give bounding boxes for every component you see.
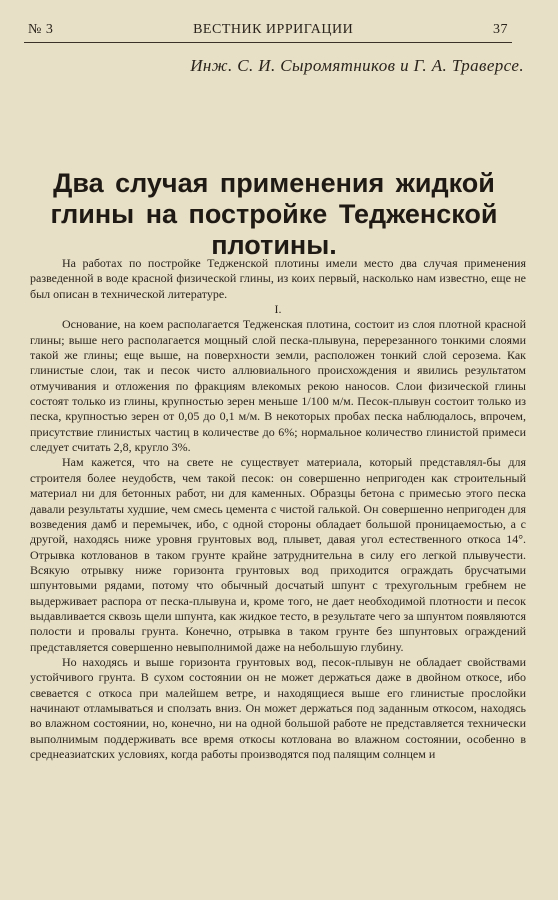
article-body <box>30 256 526 762</box>
issue-number: № 3 <box>28 22 54 37</box>
section-number: I. <box>274 302 282 317</box>
intro-paragraph: На работах по постройке Тедженской плотины имели место два случая применения разведенной в воде красной физической глины, из коих первый, насколько нам известно, еще не был описан в технической литературе. <box>30 256 526 301</box>
body-paragraph: Но находясь и выше горизонта грунтовых вод, песок-плывун не обладает свойствами устойчивого грунта. В сухом состоянии он не может держаться даже в двойном откосе, ибо свевается с откоса при малейшем ветре, и находящиеся выше его глинистые прослойки начинают отламываться и сползать вниз. Он может держаться под заданным откосом, находясь во влажном состоянии, но, конечно, ни на одной большой работе не представляется технически выполнимым поддерживать все время откосы котлована во влажном состоянии, особенно в среднеазиатских условиях, когда работы производятся под палящим солнцем и <box>30 654 526 761</box>
header-rule <box>24 42 512 43</box>
article-authors: Инж. С. И. Сыромятников и Г. А. Траверсе. <box>190 56 524 75</box>
page-number: 37 <box>492 22 508 37</box>
body-paragraph: Нам кажется, что на свете не существует материала, который представлял-бы для строителя более неудобств, чем такой песок: он совершенно непригоден как строительный материал ни для бетонных работ, ни для каменных. Образцы бетона с примесью этого песка давали результаты худшие, чем смесь цемента с чистой галькой. Он совершенно непригоден для возведения дамб и перемычек, ибо, с одной стороны обладает большой проницаемостью, а с другой, находясь ниже уровня грунтовых вод, плывет, давая угол естественного откоса 14°. Отрывка котлованов в таком грунте крайне затруднительна в силу его легкой плывучести. Всякую отрывку ниже горизонта грунтовых вод приходится ограждать брусчатыми шпунтовыми рядами, потому что обычный досчатый шпунт с трехугольным гребнем не выдерживает распора от песка-плывуна и, кроме того, не дает необходимой плотности и песок выдавливается сквозь щели шпунта, как жидкое тесто, в результате чего за шпунтом появляются полости и провалы грунта. Конечно, отрывка в таком грунте без шпунтовых ограждений представляется совершенно невыполнимой даже на небольшую глубину. <box>30 455 526 654</box>
article-title: Два случая применения жидкой глины на постройке Тедженской плотины. <box>50 168 498 261</box>
body-paragraph: Основание, на коем располагается Тедженская плотина, состоит из слоя плотной красной глины; выше него располагается мощный слой песка-плывуна, перерезанного тонкими слоями такой же глины; еще выше, на поверхности земли, расположен тонкий слой серозема. Как глинистые слои, так и песок чисто аллювиального происхождения и явились результатом отмучивания и отложения по фракциям влекомых рекою наносов. Слои физической глины состоят только из глины, крупностью зерен меньше 1/100 м/м. Песок-плывун состоит только из песка, крупностью зерен от 0,05 до 0,1 м/м. В некоторых пробах песка наблюдалось, впрочем, присутствие глинистых частиц в количестве до 6%; нормальное количество глинистой примеси следует считать 2,8, кругло 3%. <box>30 317 526 455</box>
running-header <box>28 22 508 38</box>
journal-name: ВЕСТНИК ИРРИГАЦИИ <box>193 22 354 37</box>
